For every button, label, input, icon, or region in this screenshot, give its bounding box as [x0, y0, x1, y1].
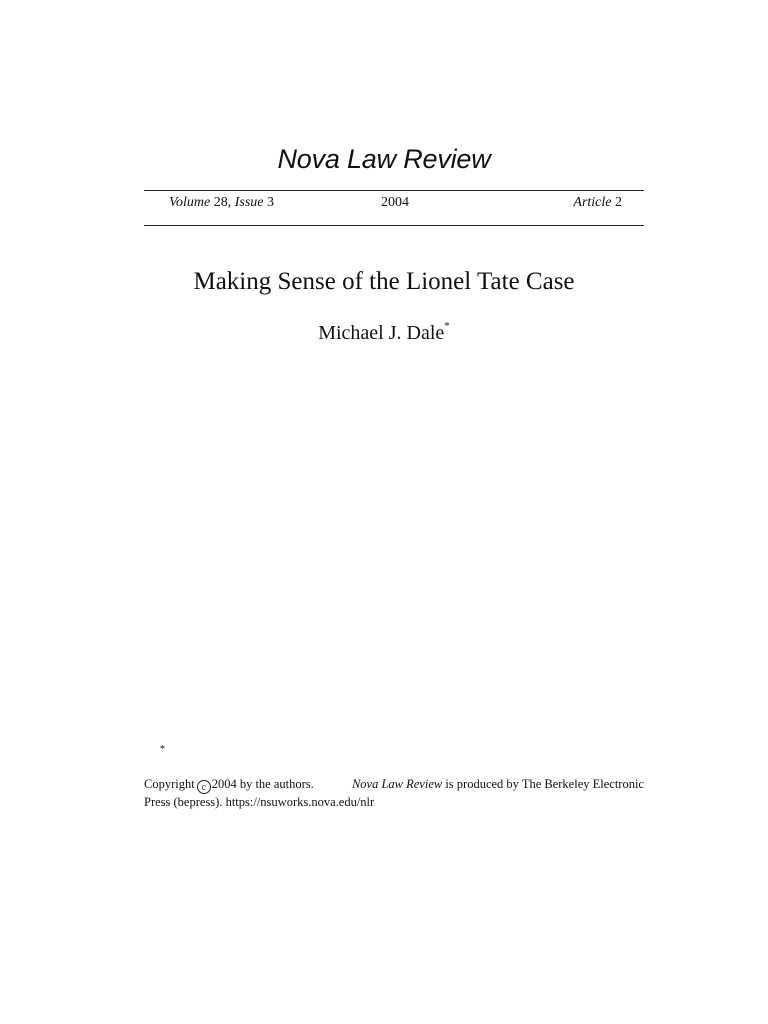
author-footnote-mark: *	[444, 320, 450, 333]
volume-number: 28	[213, 195, 228, 210]
author-name: Michael J. Dale	[318, 322, 445, 344]
article-number	[573, 195, 622, 211]
volume-issue: Volume 28, Issue 3	[169, 195, 274, 210]
author-line	[0, 322, 768, 345]
copyright-symbol-icon: c	[197, 780, 211, 794]
issue-metadata-row	[0, 195, 768, 213]
header-rule-bottom	[144, 225, 644, 226]
issue-label: Issue	[234, 195, 264, 210]
copyright-produced-by: is produced by The Berkeley Electronic	[445, 777, 644, 791]
issue-number: 3	[267, 195, 274, 210]
copyright-year: 2004 by the authors.	[211, 777, 314, 791]
article-number-value: 2	[615, 195, 622, 210]
footnote-mark: *	[160, 744, 165, 755]
copyright-prefix: Copyright	[144, 777, 195, 791]
copyright-notice	[144, 776, 644, 811]
journal-title: Nova Law Review	[277, 144, 491, 174]
copyright-line-2: Press (bepress). https://nsuworks.nova.edu/nlr	[144, 795, 375, 809]
header-rule-top	[144, 190, 644, 191]
copyright-line-1	[144, 776, 644, 794]
volume-label: Volume	[169, 195, 211, 210]
article-label: Article	[573, 195, 612, 210]
copyright-journal-name: Nova Law Review	[351, 777, 443, 791]
article-title: Making Sense of the Lionel Tate Case	[193, 268, 575, 295]
publication-year: 2004	[381, 195, 409, 210]
